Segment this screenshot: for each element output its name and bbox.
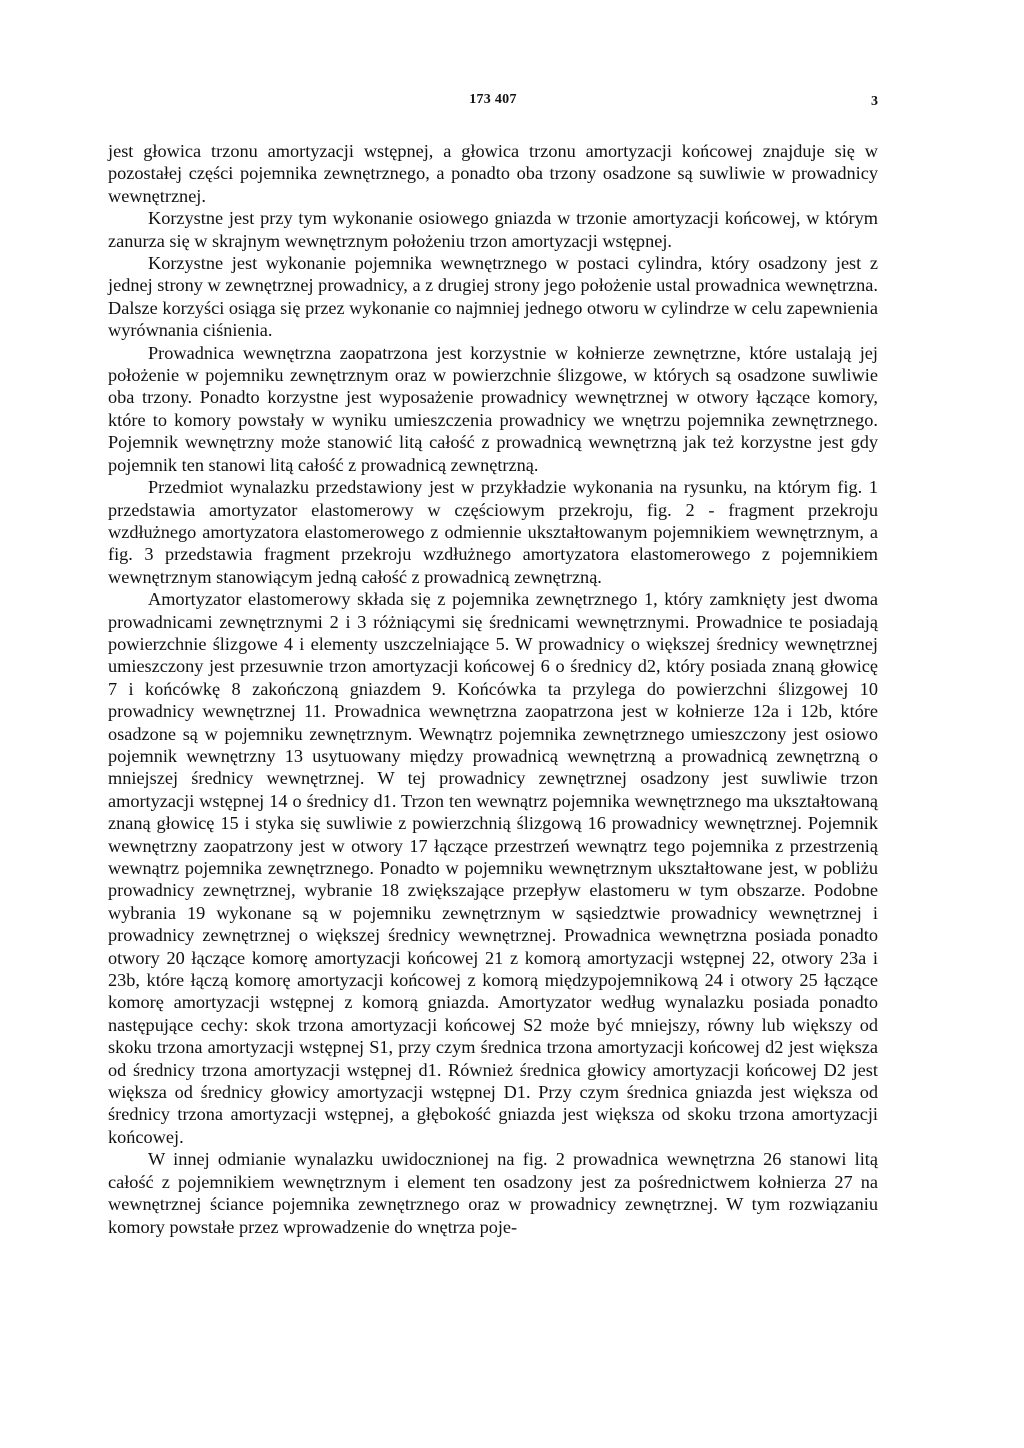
body-text: [108, 140, 878, 1238]
paragraph-4: Prowadnica wewnętrzna zaopatrzona jest korzystnie w kołnierze zewnętrzne, które ustalają jej położenie w pojemniku zewnętrznym oraz w powierzchnie ślizgowe, w których są osadzone suwliwie oba trzony. Ponadto korzystne jest wyposażenie prowadnicy wewnętrznej w otwory łączące komory, które to komory powstały w wyniku umieszczenia prowadnicy we wnętrzu pojemnika zewnętrznego. Pojemnik wewnętrzny może stanowić litą całość z prowadnicą wewnętrzną jak też korzystne jest gdy pojemnik ten stanowi litą całość z prowadnicą zewnętrzną.: [108, 342, 878, 475]
paragraph-5: Przedmiot wynalazku przedstawiony jest w przykładzie wykonania na rysunku, na którym fig. 1 przedstawia amortyzator elastomerowy w częściowym przekroju, fig. 2 - fragment przekroju wzdłużnego amortyzatora elastomerowego z odmiennie ukształtowanym pojemnikiem wewnętrznym, a fig. 3 przedstawia fragment przekroju wzdłużnego amortyzatora elastomerowego z pojemnikiem wewnętrznym stanowiącym jedną całość z prowadnicą zewnętrzną.: [108, 477, 878, 587]
paragraph-6: Amortyzator elastomerowy składa się z pojemnika zewnętrznego 1, który zamknięty jest dwoma prowadnicami zewnętrznymi 2 i 3 różniącymi się średnicami wewnętrznymi. Prowadnice te posiadają powierzchnie ślizgowe 4 i elementy uszczelniające 5. W prowadnicy o większej średnicy wewnętrznej umieszczony jest przesuwnie trzon amortyzacji końcowej 6 o średnicy d2, który posiada znaną głowicę 7 i końcówkę 8 zakończoną gniazdem 9. Końcówka ta przylega do powierzchni ślizgowej 10 prowadnicy wewnętrznej 11. Prowadnica wewnętrzna zaopatrzona jest w kołnierze 12a i 12b, które osadzone są w pojemniku zewnętrznym. Wewnątrz pojemnika zewnętrznego umieszczony jest osiowo pojemnik wewnętrzny 13 usytuowany między prowadnicą wewnętrzną a prowadnicą zewnętrzną o mniejszej średnicy wewnętrznej. W tej prowadnicy zewnętrznej osadzony jest suwliwie trzon amortyzacji wstępnej 14 o średnicy d1. Trzon ten wewnątrz pojemnika wewnętrznego ma ukształtowaną znaną głowicę 15 i styka się suwliwie z powierzchnią ślizgową 16 prowadnicy wewnętrznej. Pojemnik wewnętrzny zaopatrzony jest w otwory 17 łączące przestrzeń wewnątrz tego pojemnika z przestrzenią wewnątrz pojemnika zewnętrznego. Ponadto w pojemniku wewnętrznym ukształtowane jest, w pobliżu prowadnicy zewnętrznej, wybranie 18 zwiększające przepływ elastomeru w tym obszarze. Podobne wybrania 19 wykonane są w pojemniku zewnętrznym w sąsiedztwie prowadnicy wewnętrznej i prowadnicy zewnętrznej o większej średnicy wewnętrznej. Prowadnica wewnętrzna posiada ponadto otwory 20 łączące komorę amortyzacji końcowej 21 z komorą amortyzacji wstępnej 22, otwory 23a i 23b, które łączą komorę amortyzacji końcowej z komorą międzypojemnikową 24 i otwory 25 łączące komorę amortyzacji wstępnej z komorą gniazda. Amortyzator według wynalazku posiada ponadto następujące cechy: skok trzona amortyzacji końcowej S2 może być mniejszy, równy lub większy od skoku trzona amortyzacji wstępnej S1, przy czym średnica trzona amortyzacji końcowej d2 jest większa od średnicy trzona amortyzacji wstępnej d1. Również średnica głowicy amortyzacji końcowej D2 jest większa od średnicy głowicy amortyzacji wstępnej D1. Przy czym średnica gniazda jest większa od średnicy trzona amortyzacji wstępnej, a głębokość gniazda jest większa od skoku trzona amortyzacji końcowej.: [108, 589, 878, 1147]
paragraph-3: Korzystne jest wykonanie pojemnika wewnętrznego w postaci cylindra, który osadzony jest z jednej strony w zewnętrznej prowadnicy, a z drugiej strony jego położenie ustal prowadnica wewnętrzna. Dalsze korzyści osiąga się przez wykonanie co najmniej jednego otworu w cylindrze w celu zapewnienia wyrównania ciśnienia.: [108, 253, 878, 341]
document-number: 173 407: [469, 92, 517, 107]
paragraph-1: jest głowica trzonu amortyzacji wstępnej, a głowica trzonu amortyzacji końcowej znajduje się w pozostałej części pojemnika zewnętrznego, a ponadto oba trzony osadzone są suwliwie w prowadnicy wewnętrznej.: [108, 141, 878, 206]
paragraph-7: W innej odmianie wynalazku uwidocznionej na fig. 2 prowadnica wewnętrzna 26 stanowi litą całość z pojemnikiem wewnętrznym i element ten osadzony jest za pośrednictwem kołnierza 27 na wewnętrznej ściance pojemnika zewnętrznego oraz w prowadnicy zewnętrznej. W tym rozwiązaniu komory powstałe przez wprowadzenie do wnętrza poje-: [108, 1149, 878, 1237]
page-number: 3: [871, 94, 878, 109]
paragraph-2: Korzystne jest przy tym wykonanie osiowego gniazda w trzonie amortyzacji końcowej, w którym zanurza się w skrajnym wewnętrznym położeniu trzon amortyzacji wstępnej.: [108, 208, 878, 251]
page-header: [108, 92, 878, 116]
